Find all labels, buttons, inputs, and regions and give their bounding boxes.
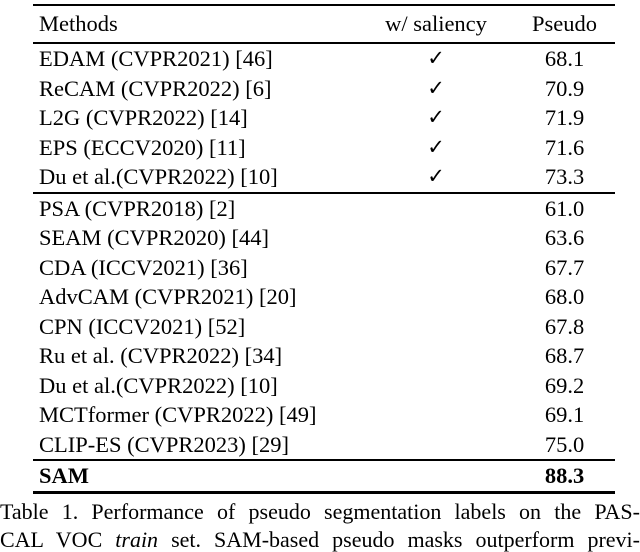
- table-row: [33, 103, 615, 133]
- method-cell: CDA (ICCV2021) [36]: [39, 254, 248, 280]
- pseudo-cell: 68.0: [544, 284, 585, 309]
- table-group-without-saliency: [33, 194, 615, 460]
- method-cell: ReCAM (CVPR2022) [6]: [39, 75, 272, 101]
- pseudo-cell: 69.2: [544, 372, 585, 398]
- checkmark-icon: ✓: [427, 46, 445, 70]
- column-header-saliency: w/ saliency: [385, 11, 487, 36]
- table-row: [33, 341, 615, 371]
- table-caption: [0, 498, 640, 552]
- caption-line-2-pre: CAL VOC: [0, 527, 116, 552]
- checkmark-icon: ✓: [427, 105, 445, 129]
- table-row: [33, 74, 615, 104]
- table-row: [33, 282, 615, 312]
- caption-line-2: [0, 526, 640, 552]
- table-group-with-saliency: [33, 44, 615, 192]
- method-cell: CPN (ICCV2021) [52]: [39, 313, 246, 339]
- method-cell: Ru et al. (CVPR2022) [34]: [39, 343, 283, 368]
- checkmark-icon: ✓: [427, 164, 445, 188]
- pseudo-cell: 71.6: [544, 134, 585, 160]
- table-row-sam: [33, 461, 615, 491]
- pseudo-cell: 70.9: [544, 75, 585, 101]
- pseudo-cell: 75.0: [544, 431, 585, 457]
- pseudo-cell: 61.0: [544, 195, 585, 221]
- table-bottom-rule: [33, 491, 615, 494]
- method-cell: SEAM (CVPR2020) [44]: [39, 225, 270, 250]
- method-cell: SAM: [39, 463, 89, 489]
- table-row: [33, 133, 615, 163]
- pseudo-cell: 71.9: [544, 105, 585, 130]
- pseudo-cell: 68.1: [544, 46, 585, 71]
- column-header-pseudo: Pseudo: [531, 11, 597, 36]
- pseudo-cell: 69.1: [544, 402, 585, 427]
- method-cell: Du et al.(CVPR2022) [10]: [39, 164, 278, 189]
- caption-line-2-post: set. SAM-based pseudo masks outperform previ-: [158, 527, 640, 552]
- pseudo-cell: 73.3: [544, 164, 585, 189]
- caption-line-1: Table 1. Performance of pseudo segmentation labels on the PAS-: [0, 499, 640, 524]
- pseudo-cell: 88.3: [544, 463, 585, 489]
- table-row: [33, 430, 615, 460]
- results-table: [33, 4, 615, 494]
- table-row: [33, 223, 615, 253]
- table-row: [33, 312, 615, 342]
- table-row: [33, 162, 615, 192]
- method-cell: MCTformer (CVPR2022) [49]: [39, 402, 317, 427]
- checkmark-icon: ✓: [427, 75, 445, 100]
- caption-train-italic: train: [115, 527, 159, 552]
- method-cell: L2G (CVPR2022) [14]: [39, 105, 248, 130]
- table-header-row: [33, 6, 615, 42]
- pseudo-cell: 67.8: [544, 313, 585, 339]
- method-cell: EPS (ECCV2020) [11]: [39, 134, 246, 160]
- pseudo-cell: 67.7: [544, 254, 585, 280]
- method-cell: EDAM (CVPR2021) [46]: [39, 46, 273, 71]
- checkmark-icon: ✓: [427, 134, 445, 159]
- pseudo-cell: 63.6: [544, 225, 585, 250]
- table-row: [33, 44, 615, 74]
- method-cell: CLIP-ES (CVPR2023) [29]: [39, 431, 290, 457]
- table-row: [33, 400, 615, 430]
- pseudo-cell: 68.7: [544, 343, 585, 368]
- column-header-methods: Methods: [39, 11, 118, 36]
- table-row: [33, 194, 615, 224]
- method-cell: PSA (CVPR2018) [2]: [39, 195, 236, 221]
- method-cell: AdvCAM (CVPR2021) [20]: [39, 284, 297, 309]
- table-row: [33, 253, 615, 283]
- method-cell: Du et al.(CVPR2022) [10]: [39, 372, 278, 398]
- table-row: [33, 371, 615, 401]
